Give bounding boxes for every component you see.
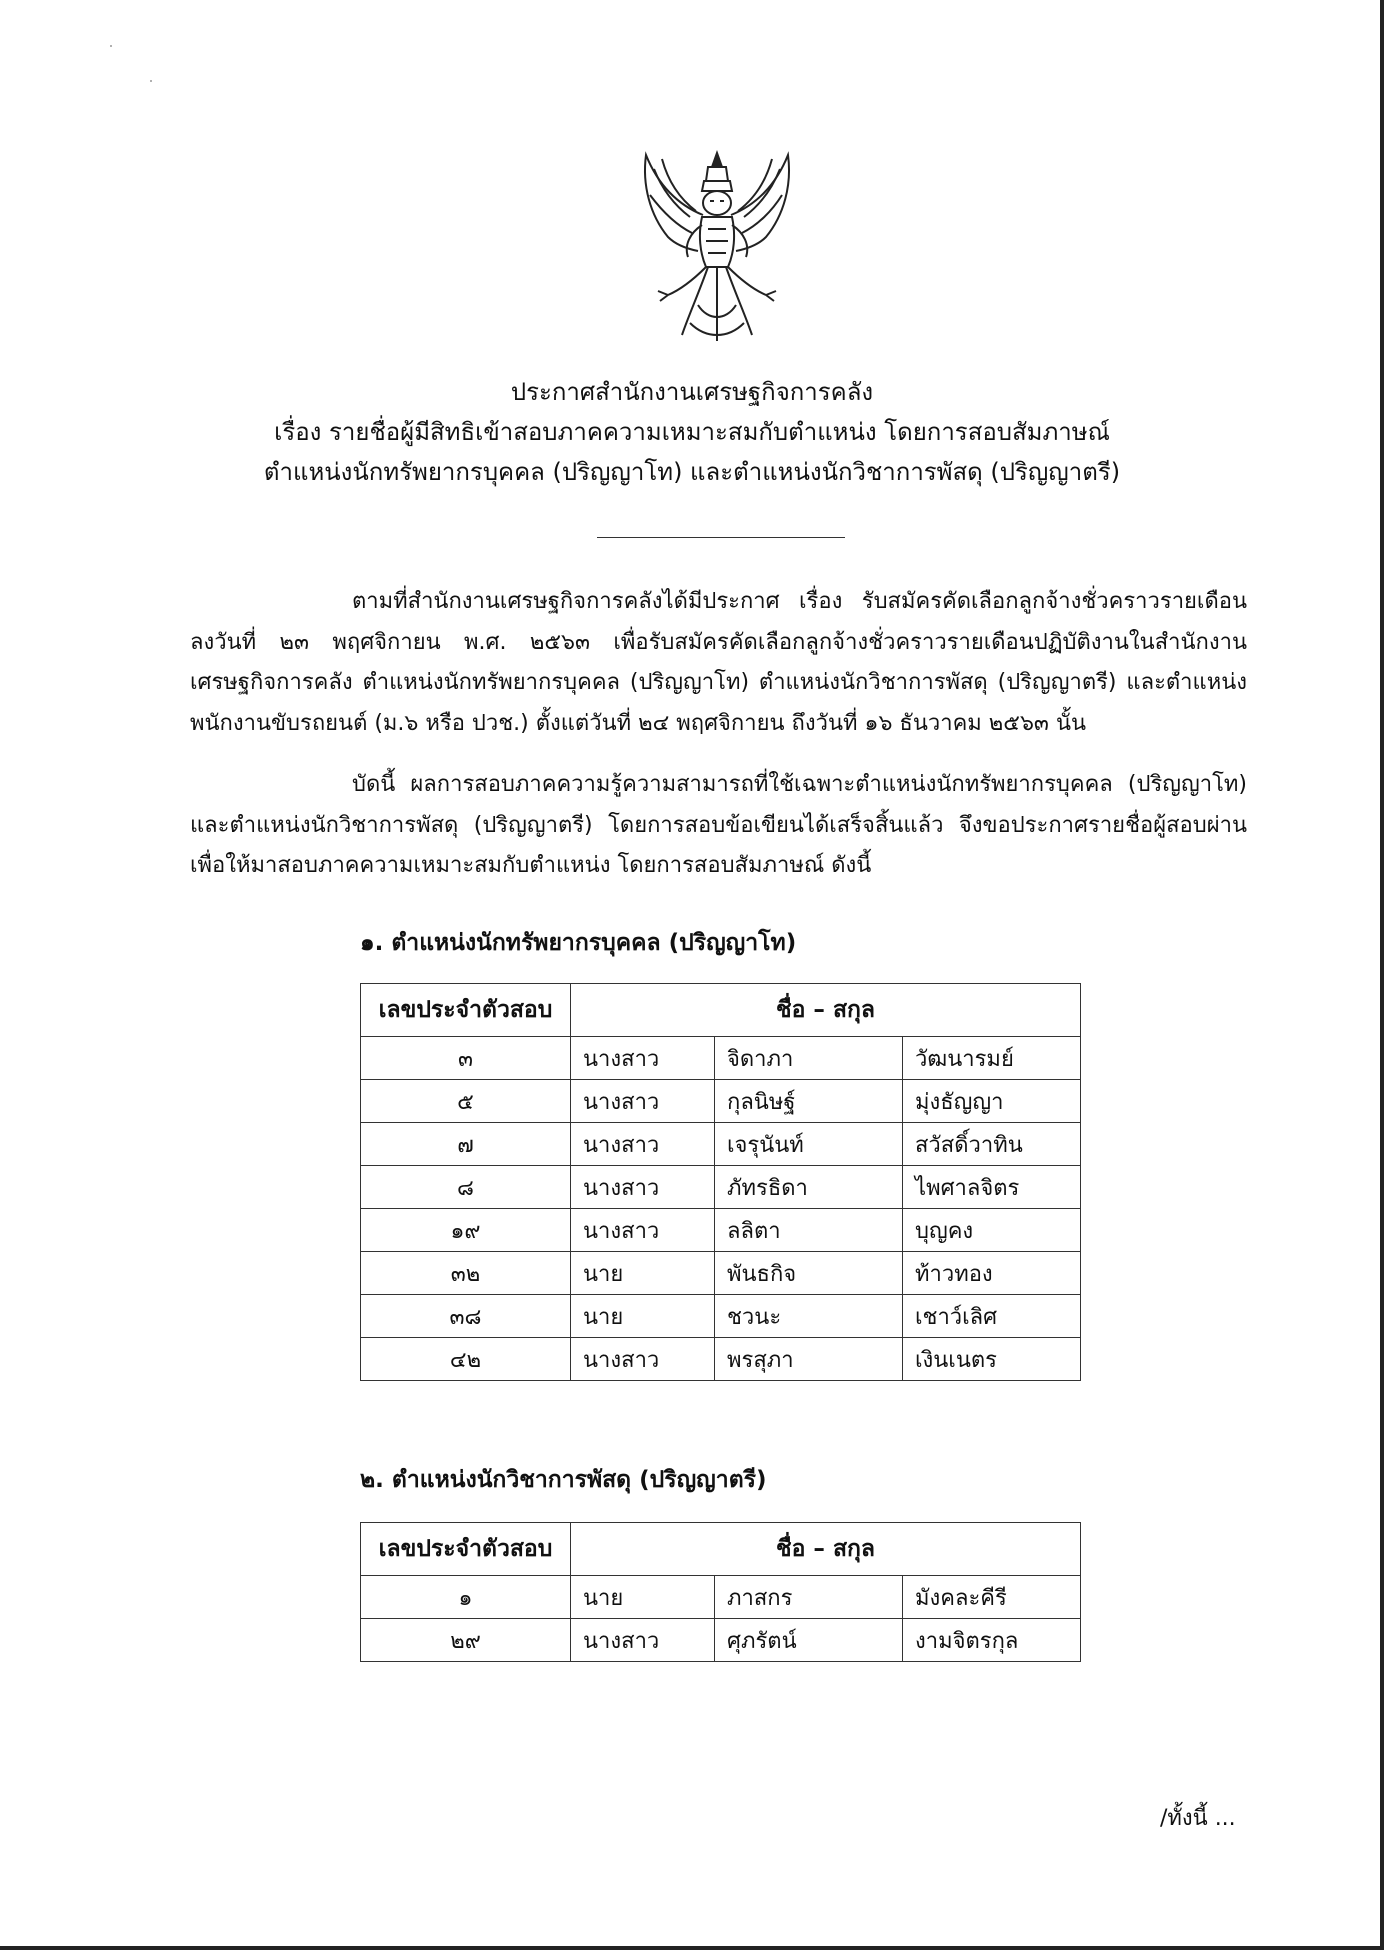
column-header-exam-id: เลขประจำตัวสอบ	[361, 984, 571, 1037]
title-cell: นางสาว	[571, 1080, 715, 1123]
first-name-cell: จิดาภา	[715, 1037, 903, 1080]
last-name-cell: บุญคง	[903, 1209, 1081, 1252]
table-row	[361, 1619, 1081, 1662]
paragraph-line: ลงวันที่ ๒๓ พฤศจิกายน พ.ศ. ๒๕๖๓ เพื่อรับสมัครคัดเลือกลูกจ้างชั่วคราวรายเดือนปฏิบัติงานในสำนักงาน	[190, 629, 1247, 655]
first-name-cell: ชวนะ	[715, 1295, 903, 1338]
table-row	[361, 1338, 1081, 1381]
table-header-row	[361, 1523, 1081, 1576]
announcement-title: ประกาศสำนักงานเศรษฐกิจการคลัง	[510, 378, 874, 406]
first-name-cell: ลลิตา	[715, 1209, 903, 1252]
first-name-cell: ภาสกร	[715, 1576, 903, 1619]
exam-id-cell: ๘	[361, 1166, 571, 1209]
first-name-cell: เจรุนันท์	[715, 1123, 903, 1166]
paragraph-line: เพื่อให้มาสอบภาคความเหมาะสมกับตำแหน่ง โดยการสอบสัมภาษณ์ ดังนี้	[190, 853, 872, 878]
exam-id-cell: ๒๙	[361, 1619, 571, 1662]
exam-id-cell: ๑๙	[361, 1209, 571, 1252]
title-cell: นางสาว	[571, 1166, 715, 1209]
paragraph-line: พนักงานขับรถยนต์ (ม.๖ หรือ ปวช.) ตั้งแต่วันที่ ๒๔ พฤศจิกายน ถึงวันที่ ๑๖ ธันวาคม ๒๕๖๓ นั้น	[190, 710, 1087, 736]
exam-id-cell: ๕	[361, 1080, 571, 1123]
last-name-cell: มุ่งธัญญา	[903, 1080, 1081, 1123]
page-edge-bottom	[0, 1946, 1384, 1950]
title-cell: นาย	[571, 1295, 715, 1338]
table-row	[361, 1080, 1081, 1123]
paragraph-intro	[190, 582, 1247, 744]
section-1-title: ๑. ตำแหน่งนักทรัพยากรบุคคล (ปริญญาโท)	[360, 930, 797, 956]
paragraph-line: บัดนี้ ผลการสอบภาคความรู้ความสามารถที่ใช้เฉพาะตำแหน่งนักทรัพยากรบุคคล (ปริญญาโท)	[352, 772, 1247, 797]
title-cell: นาย	[571, 1252, 715, 1295]
table-header-row	[361, 984, 1081, 1037]
last-name-cell: ท้าวทอง	[903, 1252, 1081, 1295]
announcement-heading	[0, 372, 1384, 492]
first-name-cell: กุลนิษฐ์	[715, 1080, 903, 1123]
last-name-cell: วัฒนารมย์	[903, 1037, 1081, 1080]
section-2-title: ๒. ตำแหน่งนักวิชาการพัสดุ (ปริญญาตรี)	[360, 1467, 767, 1493]
page-edge-right	[1380, 0, 1384, 1950]
last-name-cell: มังคละคีรี	[903, 1576, 1081, 1619]
table-row	[361, 1252, 1081, 1295]
exam-id-cell: ๔๒	[361, 1338, 571, 1381]
title-cell: นางสาว	[571, 1209, 715, 1252]
column-header-full-name: ชื่อ – สกุล	[571, 984, 1081, 1037]
announcement-subject: เรื่อง รายชื่อผู้มีสิทธิเข้าสอบภาคความเหมาะสมกับตำแหน่ง โดยการสอบสัมภาษณ์	[274, 418, 1110, 446]
column-header-exam-id: เลขประจำตัวสอบ	[361, 1523, 571, 1576]
last-name-cell: ไพศาลจิตร	[903, 1166, 1081, 1209]
paragraph-line: เศรษฐกิจการคลัง ตำแหน่งนักทรัพยากรบุคคล (ปริญญาโท) ตำแหน่งนักวิชาการพัสดุ (ปริญญาตรี) และตำแหน่ง	[190, 670, 1247, 695]
exam-id-cell: ๓๒	[361, 1252, 571, 1295]
title-cell: นางสาว	[571, 1123, 715, 1166]
announcement-positions: ตำแหน่งนักทรัพยากรบุคคล (ปริญญาโท) และตำแหน่งนักวิชาการพัสดุ (ปริญญาตรี)	[263, 458, 1121, 486]
table-row	[361, 1209, 1081, 1252]
exam-id-cell: ๑	[361, 1576, 571, 1619]
title-cell: นาย	[571, 1576, 715, 1619]
last-name-cell: สวัสดิ์วาทิน	[903, 1123, 1081, 1166]
roster-table-procurement	[360, 1522, 1081, 1662]
roster-table-hr	[360, 983, 1081, 1381]
table-row	[361, 1295, 1081, 1338]
paragraph-results	[190, 765, 1247, 887]
title-cell: นางสาว	[571, 1338, 715, 1381]
exam-id-cell: ๗	[361, 1123, 571, 1166]
first-name-cell: พรสุภา	[715, 1338, 903, 1381]
page-continuation: /ทั้งนี้ ...	[1160, 1806, 1236, 1831]
table-row	[361, 1166, 1081, 1209]
first-name-cell: พันธกิจ	[715, 1252, 903, 1295]
last-name-cell: เงินเนตร	[903, 1338, 1081, 1381]
table-row	[361, 1576, 1081, 1619]
last-name-cell: งามจิตรกุล	[903, 1619, 1081, 1662]
scan-speck	[150, 80, 152, 82]
exam-id-cell: ๓	[361, 1037, 571, 1080]
paragraph-line: ตามที่สำนักงานเศรษฐกิจการคลังได้มีประกาศ เรื่อง รับสมัครคัดเลือกลูกจ้างชั่วคราวรายเดือน	[352, 589, 1247, 614]
first-name-cell: ศุภรัตน์	[715, 1619, 903, 1662]
first-name-cell: ภัทรธิดา	[715, 1166, 903, 1209]
title-cell: นางสาว	[571, 1619, 715, 1662]
heading-divider	[597, 537, 845, 538]
title-cell: นางสาว	[571, 1037, 715, 1080]
last-name-cell: เชาว์เลิศ	[903, 1295, 1081, 1338]
exam-id-cell: ๓๘	[361, 1295, 571, 1338]
table-row	[361, 1037, 1081, 1080]
garuda-emblem	[628, 145, 806, 345]
column-header-full-name: ชื่อ – สกุล	[571, 1523, 1081, 1576]
table-row	[361, 1123, 1081, 1166]
scan-speck	[110, 45, 112, 47]
paragraph-line: และตำแหน่งนักวิชาการพัสดุ (ปริญญาตรี) โดยการสอบข้อเขียนได้เสร็จสิ้นแล้ว จึงขอประกาศรายชื่อผู้สอบผ่าน	[190, 812, 1247, 838]
